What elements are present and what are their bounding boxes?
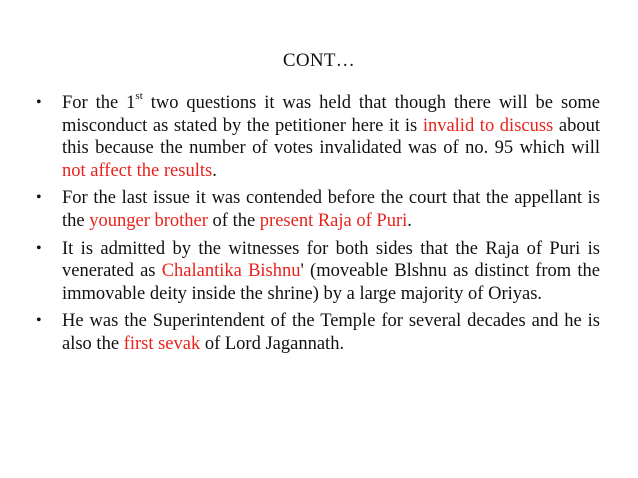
- bullet-text: two questions it was held that though there will be some misconduct as stated by the petitioner here it is: [62, 93, 600, 136]
- bullet-item: [34, 310, 600, 355]
- bullet-text: of Lord Jagannath.: [200, 333, 345, 354]
- highlighted-text: not affect the results: [62, 160, 213, 181]
- bullet-text: It is admitted by the witnesses for both sides that the Raja of Puri is venerated as: [62, 238, 600, 282]
- bullet-text: st: [135, 89, 143, 102]
- bullet-item: [34, 89, 600, 182]
- bullet-text: He was the Superintendent of the Temple for several decades and he is also the: [62, 311, 600, 354]
- bullet-text: .: [212, 160, 217, 181]
- bullet-item: [34, 187, 600, 232]
- bullet-list: [34, 89, 600, 361]
- bullet-text: of the: [207, 210, 260, 231]
- highlighted-text: younger brother: [89, 210, 208, 231]
- highlighted-text: Chalantika Bishnu: [161, 261, 301, 282]
- highlighted-text: invalid to discuss: [422, 115, 554, 136]
- highlighted-text: first sevak: [123, 333, 201, 354]
- slide-title: CONT…: [282, 50, 356, 71]
- bullet-dot-icon: •: [36, 239, 42, 257]
- bullet-text: about this because the number of votes invalidated was of no. 95 which will: [62, 115, 600, 159]
- bullet-item: [34, 238, 600, 306]
- bullet-dot-icon: •: [36, 312, 42, 330]
- bullet-text: ' (moveable Blshnu as distinct from the immovable deity inside the shrine) by a large majority of Oriyas.: [62, 261, 600, 304]
- bullet-text: For the 1: [62, 93, 136, 113]
- bullet-text: .: [407, 210, 412, 231]
- bullet-dot-icon: •: [36, 189, 42, 207]
- highlighted-text: present Raja of Puri: [259, 210, 408, 231]
- bullet-dot-icon: •: [36, 94, 42, 111]
- bullet-text: For the last issue it was contended before the court that the appellant is the: [62, 188, 600, 231]
